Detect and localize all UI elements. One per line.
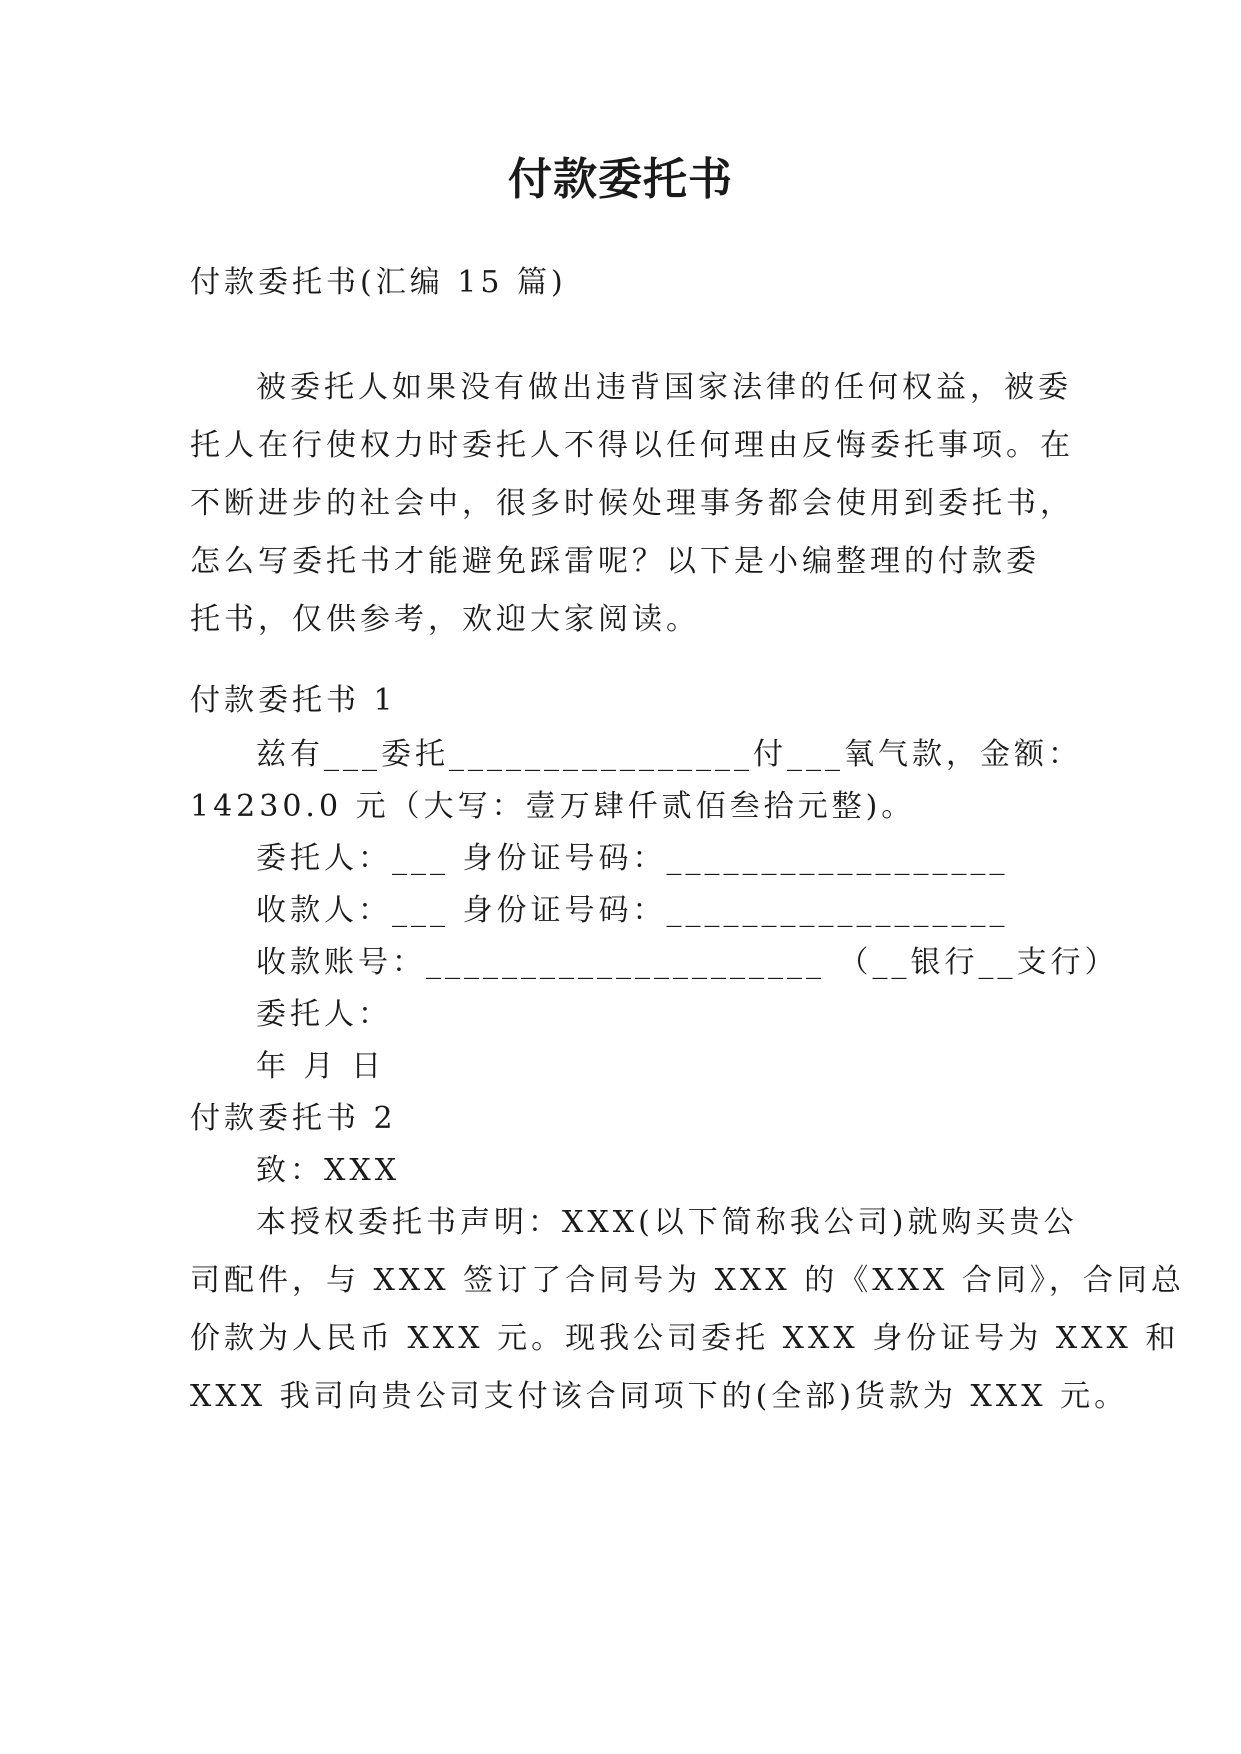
document-title: 付款委托书 [508, 154, 733, 205]
intro-line: 被委托人如果没有做出违背国家法律的任何权益，被委 [256, 370, 1072, 405]
intro-line: 怎么写委托书才能避免踩雷呢？以下是小编整理的付款委 [190, 544, 1040, 579]
section1-payee-line: 收款人：___ 身份证号码：__________________ [256, 893, 1009, 928]
section2-recipient-line: 致：XXX [256, 1153, 401, 1188]
section2-body-line: 价款为人民币 XXX 元。现我公司委托 XXX 身份证号为 XXX 和 [190, 1321, 1180, 1356]
intro-line: 不断进步的社会中，很多时候处理事务都会使用到委托书， [190, 486, 1074, 521]
section1-amount-line: 14230.0 元（大写：壹万肆仟贰佰叁拾元整)。 [190, 789, 916, 824]
section1-heading: 付款委托书 1 [190, 683, 397, 718]
intro-paragraph [190, 359, 1074, 649]
intro-line: 托人在行使权力时委托人不得以任何理由反悔委托事项。在 [190, 428, 1074, 463]
section1-signature-line: 委托人： [256, 997, 392, 1032]
document-subtitle: 付款委托书(汇编 15 篇) [190, 265, 567, 300]
section2-body-line: 本授权委托书声明：XXX(以下简称我公司)就购买贵公 [256, 1205, 1078, 1240]
intro-line: 托书，仅供参考，欢迎大家阅读。 [190, 602, 700, 637]
section2-heading: 付款委托书 2 [190, 1101, 397, 1136]
section1-account-line: 收款账号：_____________________ （__银行__支行） [256, 945, 1119, 980]
section2-body-line: 司配件，与 XXX 签订了合同号为 XXX 的《XXX 合同》，合同总 [190, 1263, 1185, 1298]
section1-date-line: 年 月 日 [256, 1049, 386, 1084]
section1-delegation-line: 兹有___委托________________付___氧气款，金额： [256, 737, 1082, 772]
section2-body-line: XXX 我司向贵公司支付该合同项下的(全部)货款为 XXX 元。 [190, 1379, 1129, 1414]
section1-principal-line: 委托人：___ 身份证号码：__________________ [256, 841, 1009, 876]
section2-body-paragraph [190, 1194, 1185, 1426]
